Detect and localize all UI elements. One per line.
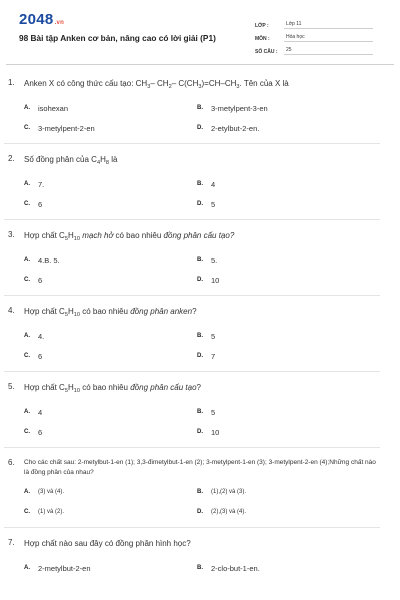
option-letter: A.	[24, 565, 30, 571]
option-text: 6	[38, 427, 43, 437]
answer-option-c[interactable]	[24, 507, 197, 517]
option-letter: B.	[197, 489, 203, 495]
question-number: 7.	[8, 538, 15, 547]
meta-label: SỐ CÂU :	[255, 49, 278, 55]
question-separator	[4, 295, 380, 296]
option-text: 4.B. 5.	[38, 255, 60, 265]
option-text: 6	[38, 275, 43, 285]
meta-value: 25	[284, 47, 373, 55]
option-letter: A.	[24, 257, 30, 263]
meta-label: MÔN :	[255, 36, 270, 42]
question-separator	[4, 143, 380, 144]
answer-option-a[interactable]	[24, 331, 197, 341]
option-letter: A.	[24, 181, 30, 187]
answer-options	[24, 103, 380, 133]
option-letter: D.	[197, 125, 203, 131]
meta-row-count	[255, 43, 373, 55]
answer-option-c[interactable]	[24, 123, 197, 133]
option-letter: D.	[197, 353, 203, 359]
option-text: 5	[211, 199, 216, 209]
answer-options	[24, 487, 380, 517]
question-number: 2.	[8, 154, 15, 163]
option-letter: C.	[24, 125, 30, 131]
question-header	[8, 458, 380, 477]
option-letter: B.	[197, 257, 203, 263]
meta-label: LỚP :	[255, 23, 269, 29]
option-letter: C.	[24, 277, 30, 283]
answer-option-a[interactable]	[24, 407, 197, 417]
question-number: 6.	[8, 458, 15, 467]
answer-options	[24, 331, 380, 361]
worksheet-page	[8, 8, 392, 56]
option-letter: A.	[24, 105, 30, 111]
answer-option-b[interactable]	[197, 407, 380, 417]
option-text: 4.	[38, 331, 45, 341]
answer-option-a[interactable]	[24, 563, 197, 573]
answer-option-b[interactable]	[197, 487, 380, 497]
question-number: 1.	[8, 78, 15, 87]
option-text: 6	[38, 351, 43, 361]
document-title: 98 Bài tập Anken cơ bản, nâng cao có lời giải (P1)	[19, 33, 216, 43]
question-text: Hợp chất $C_5H_{10}$ có bao nhiêu đồng phân cấu tạo?	[24, 383, 201, 394]
option-letter: C.	[24, 509, 30, 515]
option-letter: B.	[197, 333, 203, 339]
answer-option-d[interactable]	[197, 351, 380, 361]
question-text: Anken X có công thức cấu tạo: $CH_3-$ $CH_2-$ $C(CH_3)=CH-CH_3$. Tên của X là	[24, 79, 289, 90]
option-letter: B.	[197, 105, 203, 111]
answer-option-b[interactable]	[197, 179, 380, 189]
logo-text: 2048	[19, 11, 54, 28]
answer-option-c[interactable]	[24, 275, 197, 285]
question-header	[8, 306, 380, 318]
option-text: 7.	[38, 179, 45, 189]
option-text: (2),(3) và (4).	[211, 509, 247, 515]
meta-value: Lớp 11	[284, 21, 373, 29]
question-separator	[4, 527, 380, 528]
answer-options	[24, 255, 380, 285]
answer-option-c[interactable]	[24, 351, 197, 361]
question-number: 4.	[8, 306, 15, 315]
option-text: 2-clo-but-1-en.	[211, 563, 260, 573]
option-letter: D.	[197, 429, 203, 435]
answer-option-d[interactable]	[197, 507, 380, 517]
meta-row-subject	[255, 30, 373, 42]
option-letter: B.	[197, 565, 203, 571]
question-header	[8, 230, 380, 242]
option-text: 4	[211, 179, 216, 189]
option-text: 3-metylpent-3-en	[211, 103, 268, 113]
option-text: isohexan	[38, 103, 69, 113]
option-text: (1),(2) và (3).	[211, 489, 247, 495]
site-logo[interactable]	[19, 11, 64, 28]
answer-options	[24, 407, 380, 437]
question-separator	[4, 447, 380, 448]
option-letter: D.	[197, 277, 203, 283]
question-6	[8, 458, 380, 517]
option-letter: D.	[197, 509, 203, 515]
answer-option-a[interactable]	[24, 103, 197, 113]
question-4	[8, 306, 380, 361]
question-list	[8, 78, 380, 573]
option-text: 2-metylbut-2-en	[38, 563, 91, 573]
option-letter: A.	[24, 489, 30, 495]
question-2	[8, 154, 380, 209]
option-letter: C.	[24, 353, 30, 359]
answer-option-d[interactable]	[197, 427, 380, 437]
option-letter: A.	[24, 333, 30, 339]
option-text: 4	[38, 407, 43, 417]
option-letter: B.	[197, 181, 203, 187]
meta-info	[255, 17, 373, 56]
answer-option-b[interactable]	[197, 255, 380, 265]
option-text: 5	[211, 407, 216, 417]
option-letter: C.	[24, 201, 30, 207]
question-3	[8, 230, 380, 285]
option-letter: B.	[197, 409, 203, 415]
option-text: 10	[211, 427, 220, 437]
answer-option-b[interactable]	[197, 103, 380, 113]
answer-options	[24, 563, 380, 573]
answer-option-d[interactable]	[197, 123, 380, 133]
question-number: 3.	[8, 230, 15, 239]
option-letter: A.	[24, 409, 30, 415]
header-divider	[6, 64, 394, 65]
answer-option-b[interactable]	[197, 563, 380, 573]
option-text: 3-metylpent-2-en	[38, 123, 95, 133]
question-text: Cho các chất sau: 2-metylbut-1-en (1); 3,3-đimetylbut-1-en (2); 3-metylpent-1-en (3); 3-metylpent-2-en (4);Những chất nào là đồng phân của nhau?	[24, 459, 376, 476]
question-5	[8, 382, 380, 437]
answer-option-a[interactable]	[24, 255, 197, 265]
question-header	[8, 154, 380, 166]
question-1	[8, 78, 380, 133]
answer-option-d[interactable]	[197, 275, 380, 285]
logo-suffix: .vn	[54, 20, 65, 26]
option-letter: D.	[197, 201, 203, 207]
answer-option-d[interactable]	[197, 199, 380, 209]
option-text: 10	[211, 275, 220, 285]
question-text: Hợp chất nào sau đây có đồng phân hình học?	[24, 539, 191, 548]
option-text: 5.	[211, 255, 218, 265]
question-header	[8, 78, 380, 90]
answer-option-b[interactable]	[197, 331, 380, 341]
question-header	[8, 382, 380, 394]
question-text: Hợp chất $C_5H_{10}$ mạch hở có bao nhiêu đồng phân cấu tạo?	[24, 231, 235, 242]
option-letter: C.	[24, 429, 30, 435]
answer-option-a[interactable]	[24, 179, 197, 189]
question-number: 5.	[8, 382, 15, 391]
answer-option-a[interactable]	[24, 487, 197, 497]
option-text: (3) và (4).	[38, 489, 65, 495]
question-separator	[4, 219, 380, 220]
question-7	[8, 538, 380, 573]
answer-options	[24, 179, 380, 209]
option-text: (1) và (2).	[38, 509, 65, 515]
option-text: 5	[211, 331, 216, 341]
meta-value: Hóa học	[284, 34, 373, 42]
question-separator	[4, 371, 380, 372]
answer-option-c[interactable]	[24, 199, 197, 209]
option-text: 6	[38, 199, 43, 209]
option-text: 2-etylbut-2-en.	[211, 123, 260, 133]
meta-row-class	[255, 17, 373, 29]
worksheet-header	[8, 8, 392, 56]
question-text: Số đồng phân của $C_4H_8$ là	[24, 155, 118, 166]
question-header	[8, 538, 380, 550]
question-text: Hợp chất $C_5H_{10}$ có bao nhiêu đồng phân anken?	[24, 307, 197, 318]
option-text: 7	[211, 351, 216, 361]
answer-option-c[interactable]	[24, 427, 197, 437]
